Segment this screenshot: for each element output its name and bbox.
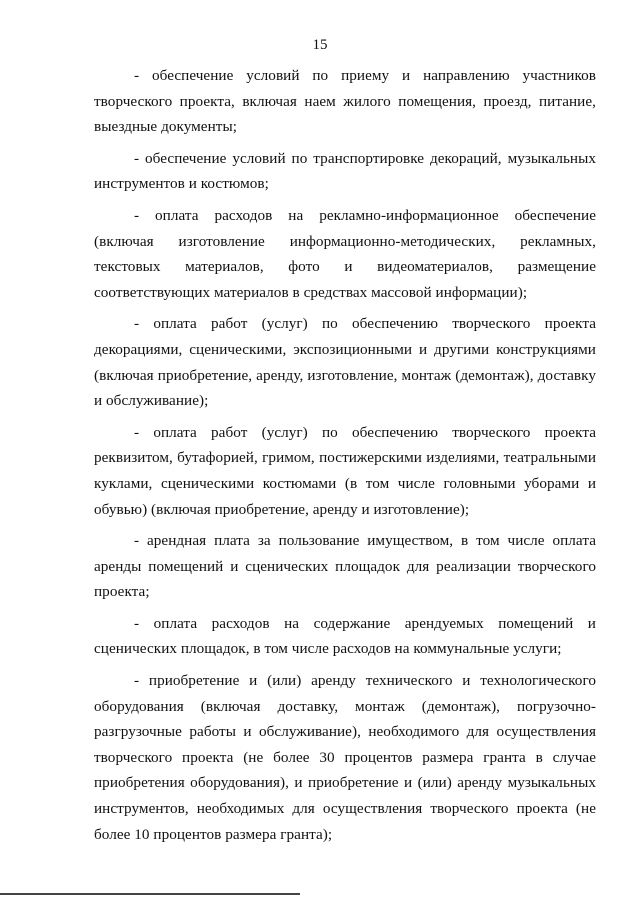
list-item-equipment: - приобретение и (или) аренду технического и технологического оборудования (включая доставку, монтаж (демонтаж), погрузочно-разгрузочные работы и обслуживание), необходимого для осуществления творческого проекта (не более 30 процентов размера гранта в случае приобретения оборудования), и приобретение и (или) аренду музыкальных инструментов, необходимых для осуществления творческого проекта (не более 10 процентов размера гранта); [94, 672, 596, 843]
list-item-transport: - обеспечение условий по транспортировке декораций, музыкальных инструментов и костюмов; [94, 149, 596, 193]
list-item-props: - оплата работ (услуг) по обеспечению творческого проекта реквизитом, бутафорией, гримом, постижерскими изделиями, театральными куклами, сценическими костюмами (в том числе головными уборами и обувью) (включая приобретение, аренду и изготовление); [94, 423, 596, 518]
list-item-advertising: - оплата расходов на рекламно-информационное обеспечение (включая изготовление информационно-методических, рекламных, текстовых материалов, фото и видеоматериалов, размещение соответствующих материалов в средствах массовой информации); [94, 206, 596, 301]
list-item-decorations: - оплата работ (услуг) по обеспечению творческого проекта декорациями, сценическими, экспозиционными и другими конструкциями (включая приобретение, аренду, изготовление, монтаж (демонтаж), доставку и обслуживание); [94, 315, 596, 410]
document-body [94, 63, 596, 853]
page-number: 15 [312, 37, 328, 53]
footer-divider [0, 893, 300, 895]
list-item-rent: - арендная плата за пользование имуществом, в том числе оплата аренды помещений и сценических площадок для реализации творческого проекта; [94, 532, 596, 601]
list-item-participants: - обеспечение условий по приему и направлению участников творческого проекта, включая наем жилого помещения, проезд, питание, выездные документы; [94, 67, 596, 136]
list-item-maintenance: - оплата расходов на содержание арендуемых помещений и сценических площадок, в том числе расходов на коммунальные услуги; [94, 614, 596, 658]
